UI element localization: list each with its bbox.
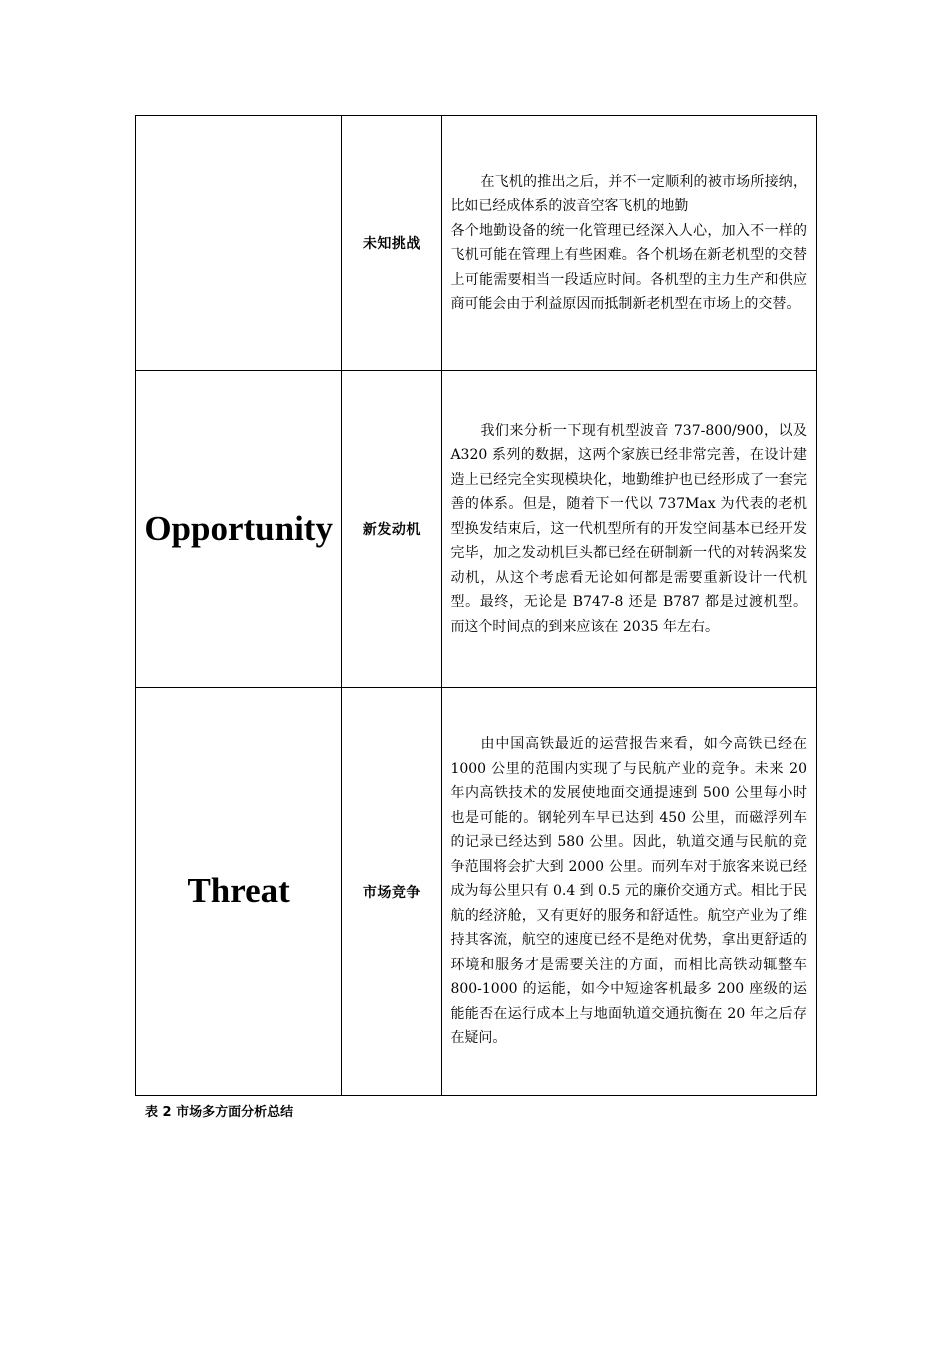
description-text: 我们来分析一下现有机型波音 737-800/900，以及 A320 系列的数据，这两个家族已经非常完善，在设计建造上已经完全实现模块化，地勤维护也已经形成了一套完善的体系。但是，随着下一代以 737Max 为代表的老机型换发结束后，这一代机型所有的开发空间基本已经开发完毕，加之发动机巨头都已经在研制新一代的对转涡桨发动机，从这个考虑看无论如何都是需要重新设计一代机型。最终，无论是 B747-8 还是 B787 都是过渡机型。而这个时间点的到来应该在 2035 年左右。: [450, 422, 807, 635]
table-caption: 表 2 市场多方面分析总结: [145, 1105, 294, 1120]
category-cell: Opportunity: [136, 371, 342, 688]
description-cell: [442, 116, 817, 371]
table-row-opportunity: [136, 371, 817, 688]
description-text: 由中国高铁最近的运营报告来看，如今高铁已经在 1000 公里的范围内实现了与民航产业的竞争。未来 20 年内高铁技术的发展使地面交通提速到 500 公里每小时也是可能的。钢轮列车早已达到 450 公里，而磁浮列车的记录已经达到 580 公里。因此，轨道交通与民航的竞争范围将会扩大到 2000 公里。而列车对于旅客来说已经成为每公里只有 0.4 到 0.5 元的廉价交通方式。相比于民航的经济舱，又有更好的服务和舒适性。航空产业为了维持其客流，航空的速度已经不是绝对优势，拿出更舒适的环境和服务才是需要关注的方面，而相比高铁动辄整车 800-1000 的运能，如今中短途客机最多 200 座级的运能能否在运行成本上与地面轨道交通抗衡在 20 年之后存在疑问。: [450, 736, 807, 1047]
subcategory-cell: 市场竞争: [342, 688, 442, 1096]
table-row-unknown-challenge: [136, 116, 817, 371]
category-cell: Threat: [136, 688, 342, 1096]
description-cell: [442, 371, 817, 688]
table-row-threat: [136, 688, 817, 1096]
swot-analysis-table: [135, 115, 817, 1096]
description-cell: [442, 688, 817, 1096]
description-text: 在飞机的推出之后，并不一定顺利的被市场所接纳，比如已经成体系的波音空客飞机的地勤 各个地勤设备的统一化管理已经深入人心，加入不一样的飞机可能在管理上有些困难。各个机场在新老机型的交替上可能需要相当一段适应时间。各机型的主力生产和供应商可能会由于利益原因而抵制新老机型在市场上的交替。: [450, 173, 807, 312]
category-cell: [136, 116, 342, 371]
subcategory-cell: 未知挑战: [342, 116, 442, 371]
subcategory-cell: 新发动机: [342, 371, 442, 688]
